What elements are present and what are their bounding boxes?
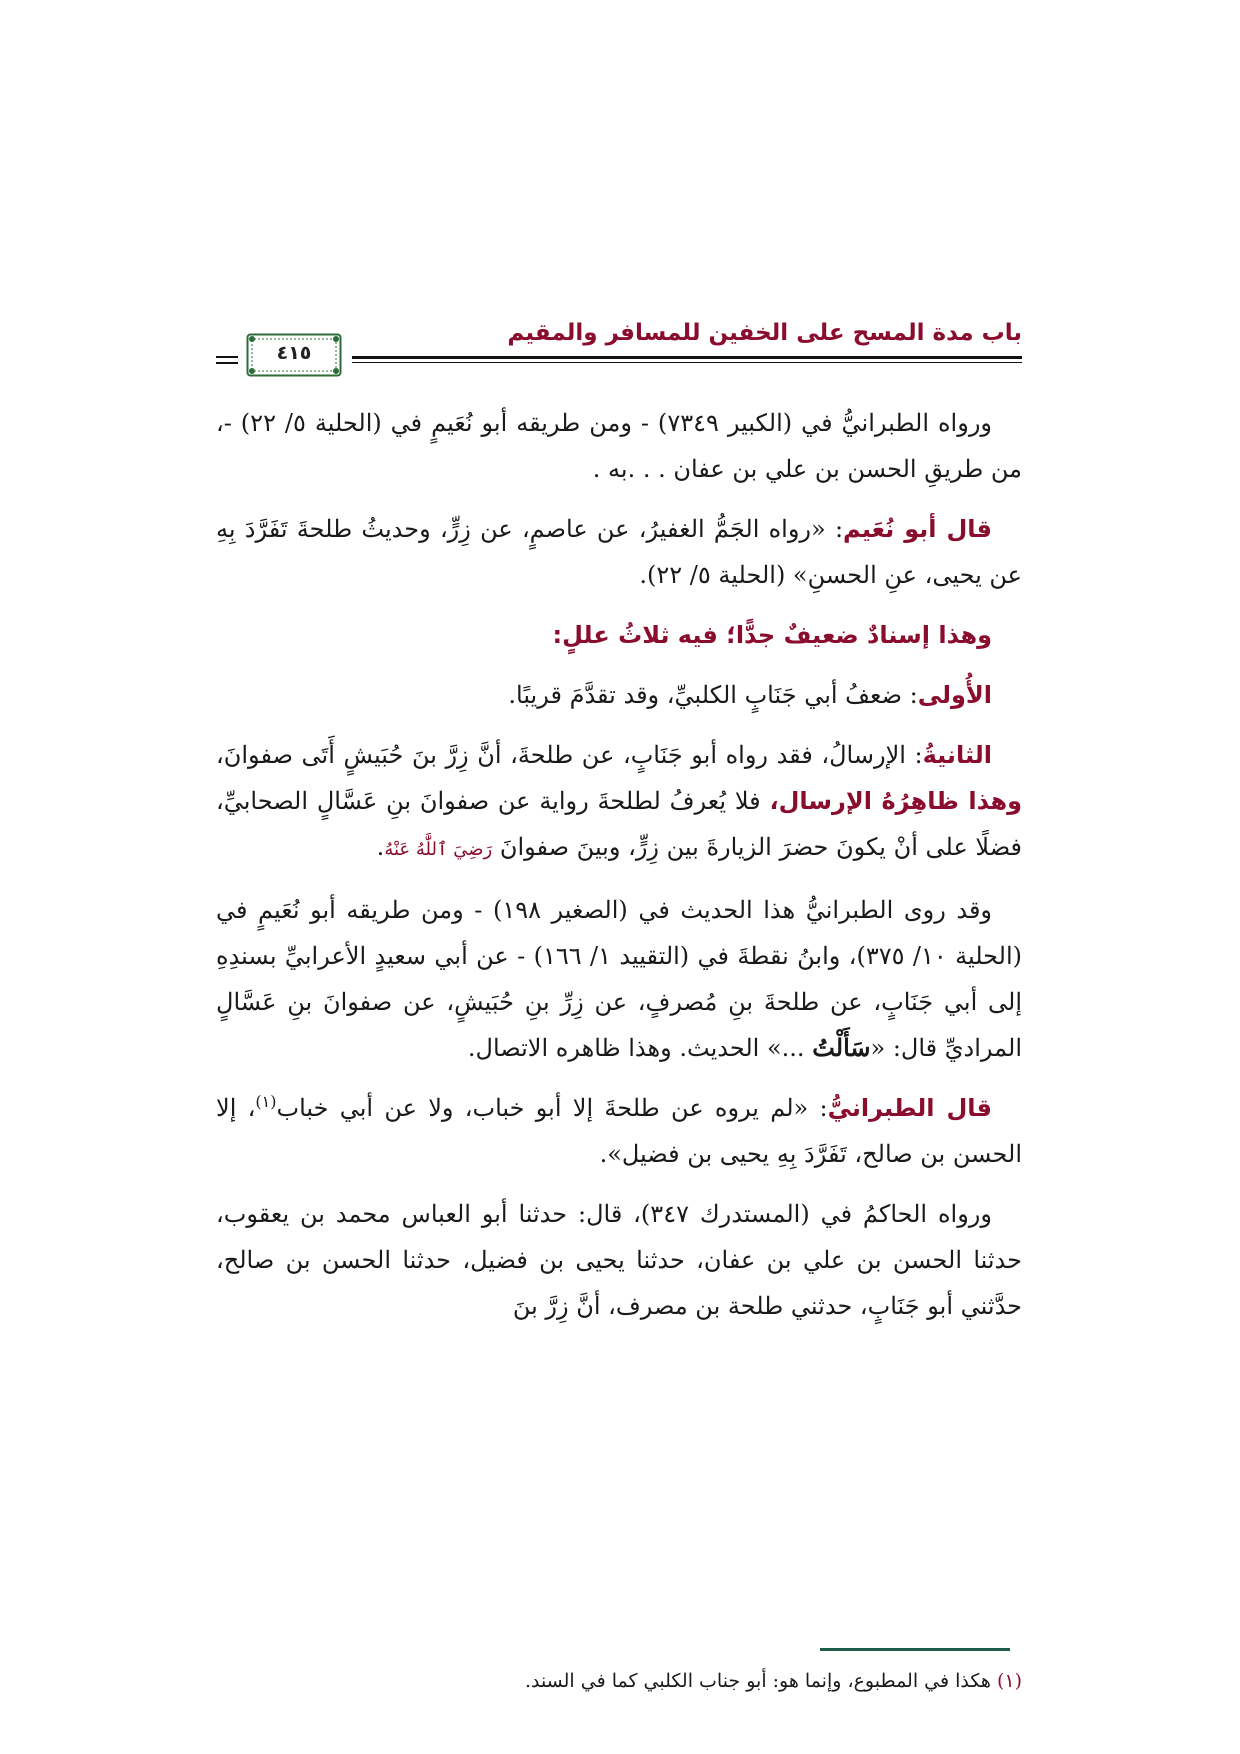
paragraph-text: . — [376, 833, 385, 861]
item-label: الأُولى — [917, 681, 992, 709]
paragraph: ورواه الطبرانيُّ في (الكبير ٧٣٤٩) - ومن طريقه أبو نُعَيمٍ في (الحلية ٥/ ٢٢) -، من طريقِ الحسن بن علي بن عفان . . .به . — [216, 409, 1022, 483]
footnote-number: (١) — [996, 1670, 1022, 1692]
footnote-separator — [820, 1648, 1010, 1651]
page-number-badge — [246, 333, 342, 377]
paragraph — [216, 672, 1022, 718]
paragraph-text: : الإرسالُ، فقد رواه أبو جَنَابٍ، عن طلحةَ، أنَّ زِرَّ بنَ حُبَيشٍ أَتَى صفوانَ، — [216, 741, 923, 769]
header-rule — [352, 362, 1022, 363]
page-number: ٤١٥ — [276, 342, 312, 364]
paragraph-text: ، إلا الحسن بن صالح، تَفَرَّدَ بِهِ يحيى بن فضيل». — [216, 1094, 1022, 1168]
running-header — [216, 312, 1022, 372]
main-text — [216, 400, 1022, 1343]
speaker-label: قال الطبرانيُّ — [827, 1094, 993, 1122]
footnote-text: هكذا في المطبوع، وإنما هو: أبو جناب الكلبي كما في السند. — [524, 1670, 997, 1692]
paragraph-text: : «رواه الجَمُّ الغفيرُ، عن عاصمٍ، عن زِرٍّ، وحديثُ طلحةَ تَفَرَّدَ بِهِ عن يحيى، عنِ الحسنِ» (الحلية ٥/ ٢٢). — [216, 515, 1022, 589]
header-rule — [216, 356, 238, 358]
paragraph: ورواه الحاكمُ في (المستدرك ٣٤٧)، قال: حدثنا أبو العباس محمد بن يعقوب، حدثنا الحسن بن علي بن عفان، حدثنا يحيى بن فضيل، حدثنا الحسن بن صالح، حدَّثني أبو جَنَابٍ، حدثني طلحة بن مصرف، أنَّ زِرَّ بنَ — [216, 1200, 1022, 1320]
header-rule — [216, 362, 238, 364]
paragraph — [216, 887, 1022, 1071]
item-label: الثانيةُ — [922, 741, 992, 769]
paragraph-text: فلا يُعرفُ لطلحةَ رواية عن صفوانَ بنِ عَسَّالٍ الصحابيِّ، فضلًا على أنْ يكونَ حضرَ الزيارةَ بين زِرٍّ، وبينَ صفوانَ — [216, 787, 1022, 861]
paragraph-text: : «لم يروه عن طلحةَ إلا أبو خباب، ولا عن أبي خباب — [276, 1094, 828, 1122]
paragraph — [216, 1085, 1022, 1177]
paragraph — [216, 732, 1022, 873]
paragraph-text: ...» الحديث. وهذا ظاهره الاتصال. — [467, 1034, 813, 1062]
honorific-glyph: رَضِيَ ٱللَّٰهُ عَنْهُ — [384, 839, 493, 860]
section-heading: وهذا إسنادٌ ضعيفٌ جدًّا؛ فيه ثلاثُ عللٍ: — [552, 621, 992, 649]
paragraph-text: وقد روى الطبرانيُّ هذا الحديث في (الصغير ١٩٨) - ومن طريقه أبو نُعَيمٍ في (الحلية ١٠/ ٣٧٥)، وابنُ نقطةَ في (التقييد ١/ ١٦٦) - عن أبي سعيدٍ الأعرابيِّ بسندِهِ إلى أبي جَنَابٍ، عن طلحةَ بنِ مُصرفٍ، عن زِرِّ بنِ حُبَيشٍ، عن صفوانَ بنِ عَسَّالٍ المراديِّ قال: « — [216, 896, 1023, 1062]
header-rule — [352, 356, 1022, 359]
paragraph-text: : ضعفُ أبي جَنَابٍ الكلبيِّ، وقد تقدَّمَ قريبًا. — [508, 681, 918, 709]
footnote — [216, 1666, 1022, 1696]
chapter-title: باب مدة المسح على الخفين للمسافر والمقيم — [507, 320, 1022, 346]
paragraph — [216, 506, 1022, 598]
quoted-word: سَأَلْتُ — [812, 1033, 871, 1062]
speaker-label: قال أبو نُعَيم — [843, 515, 992, 543]
emphasis-text: وهذا ظاهِرُهُ الإرسال، — [769, 787, 1023, 815]
footnote-reference[interactable]: (١) — [255, 1092, 277, 1111]
